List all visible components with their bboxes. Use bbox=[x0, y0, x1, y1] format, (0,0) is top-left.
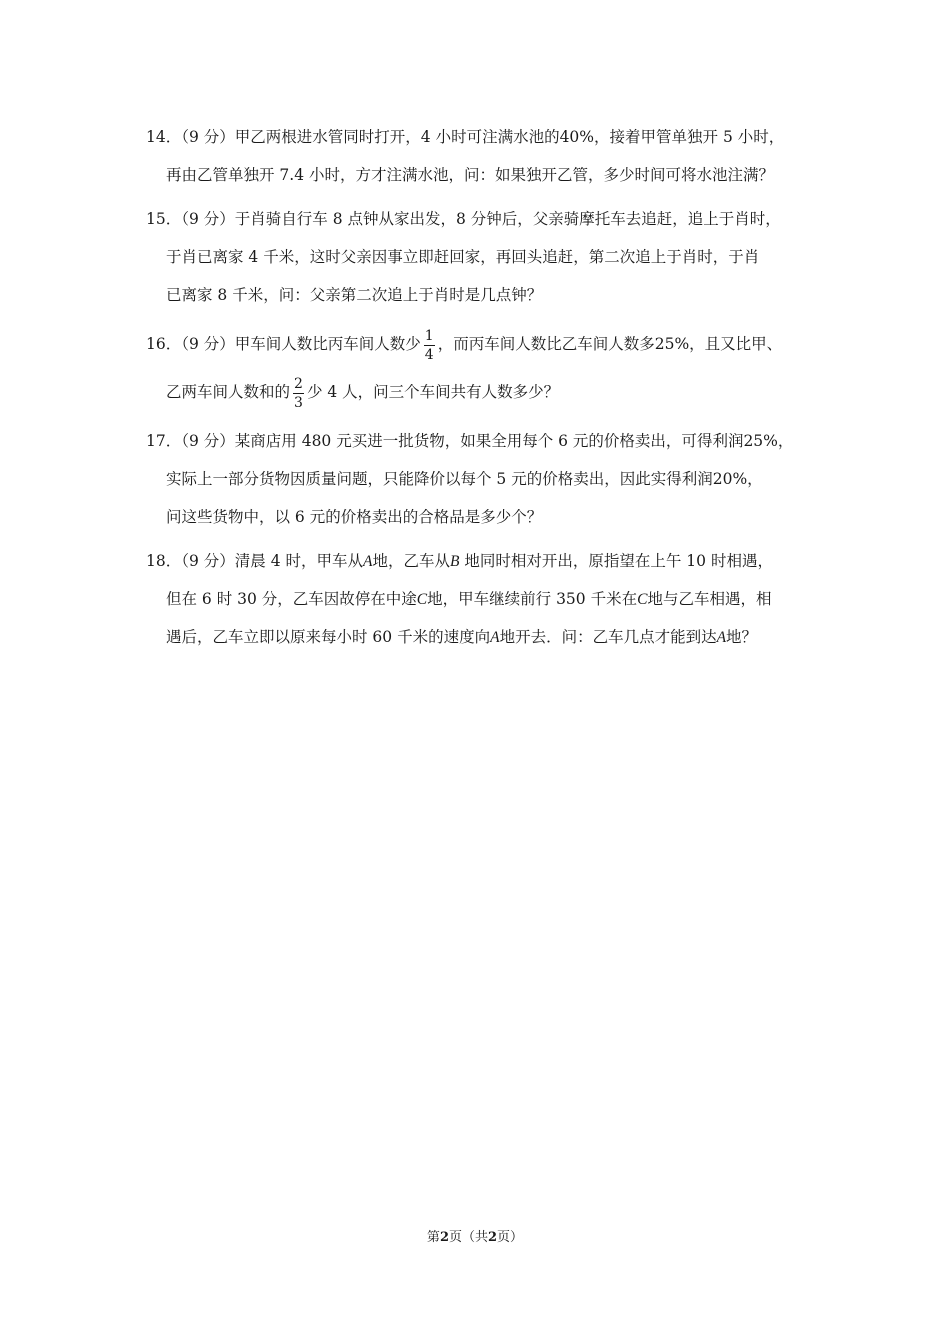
problem-score: （9 分） bbox=[181, 552, 235, 570]
point-label: A bbox=[363, 553, 373, 570]
problem-text: 地同时相对开出，原指望在上午 10 时相遇， bbox=[459, 552, 773, 570]
problem-line bbox=[146, 422, 816, 460]
page-footer bbox=[0, 1226, 950, 1245]
footer-total-pages: 2 bbox=[488, 1230, 498, 1245]
problem-line bbox=[146, 200, 816, 238]
fraction-denominator: 3 bbox=[294, 394, 303, 411]
fraction-one-quarter bbox=[424, 329, 435, 362]
problem-text: 实际上一部分货物因质量问题，只能降价以每个 5 元的价格卖出，因此实得利润20%， bbox=[166, 470, 763, 488]
problem-text: 少 4 人，问三个车间共有人数多少？ bbox=[306, 383, 560, 401]
problem-text: 乙两车间人数和的 bbox=[166, 383, 291, 401]
problem-number: 18． bbox=[146, 552, 182, 570]
problem-number: 16． bbox=[146, 335, 182, 353]
problem-text: 已离家 8 千米，问：父亲第二次追上于肖时是几点钟？ bbox=[166, 286, 543, 304]
point-label: A bbox=[490, 629, 500, 646]
problem-line bbox=[146, 238, 816, 276]
problem-line bbox=[146, 542, 816, 580]
problem-text: 但在 6 时 30 分，乙车因故停在中途 bbox=[166, 590, 417, 608]
problem-text: 遇后，乙车立即以原来每小时 60 千米的速度向 bbox=[166, 628, 491, 646]
problem-line bbox=[146, 156, 816, 194]
point-label: C bbox=[637, 591, 648, 608]
fraction-numerator: 1 bbox=[424, 327, 434, 344]
point-label: C bbox=[416, 591, 428, 608]
problem-17 bbox=[146, 422, 816, 536]
footer-middle: 页（共 bbox=[448, 1230, 488, 1245]
problem-text: 地，乙车从 bbox=[372, 552, 450, 570]
point-label: A bbox=[716, 629, 727, 646]
problem-line bbox=[146, 320, 816, 368]
problem-number: 15． bbox=[146, 210, 182, 228]
problem-line bbox=[146, 460, 816, 498]
problem-line bbox=[146, 498, 816, 536]
problem-text: 地与乙车相遇，相 bbox=[647, 590, 772, 608]
problem-text: 于肖已离家 4 千米，这时父亲因事立即赶回家，再回头追赶，第二次追上于肖时，于肖 bbox=[166, 248, 760, 266]
problem-text: ，而丙车间人数比乙车间人数多25%，且又比甲、 bbox=[437, 335, 783, 353]
problem-text: 于肖骑自行车 8 点钟从家出发，8 分钟后，父亲骑摩托车去追赶，追上于肖时， bbox=[234, 210, 781, 228]
problem-text: 甲车间人数比丙车间人数少 bbox=[234, 335, 421, 353]
problem-text: 甲乙两根进水管同时打开，4 小时可注满水池的40%，接着甲管单独开 5 小时， bbox=[234, 128, 785, 146]
problem-text: 某商店用 480 元买进一批货物，如果全用每个 6 元的价格卖出，可得利润25%， bbox=[234, 432, 794, 450]
problem-text: 清晨 4 时，甲车从 bbox=[234, 552, 363, 570]
problem-18 bbox=[146, 542, 816, 656]
problem-score: （9 分） bbox=[181, 210, 235, 228]
problem-14 bbox=[146, 118, 816, 194]
problem-15 bbox=[146, 200, 816, 314]
fraction-two-thirds bbox=[293, 377, 304, 410]
problem-score: （9 分） bbox=[181, 335, 235, 353]
problem-line bbox=[146, 276, 816, 314]
problem-number: 17． bbox=[146, 432, 182, 450]
fraction-denominator: 4 bbox=[424, 346, 434, 363]
problem-list bbox=[146, 118, 816, 662]
problem-16 bbox=[146, 320, 816, 416]
problem-number: 14． bbox=[146, 128, 182, 146]
footer-prefix: 第 bbox=[426, 1230, 440, 1245]
point-label: B bbox=[449, 553, 460, 570]
problem-text: 问这些货物中，以 6 元的价格卖出的合格品是多少个？ bbox=[166, 508, 543, 526]
problem-score: （9 分） bbox=[181, 432, 235, 450]
problem-line bbox=[146, 118, 816, 156]
fraction-numerator: 2 bbox=[294, 375, 303, 392]
problem-text: 再由乙管单独开 7.4 小时，方才注满水池，问：如果独开乙管，多少时间可将水池注满？ bbox=[166, 166, 775, 184]
problem-line bbox=[146, 618, 816, 656]
problem-text: 地？ bbox=[726, 628, 758, 646]
problem-text: 地开去．问：乙车几点才能到达 bbox=[499, 628, 717, 646]
problem-score: （9 分） bbox=[181, 128, 235, 146]
problem-text: 地，甲车继续前行 350 千米在 bbox=[427, 590, 638, 608]
problem-line bbox=[146, 580, 816, 618]
footer-suffix: 页） bbox=[497, 1230, 524, 1245]
footer-page-number: 2 bbox=[439, 1230, 449, 1245]
problem-line bbox=[146, 368, 816, 416]
